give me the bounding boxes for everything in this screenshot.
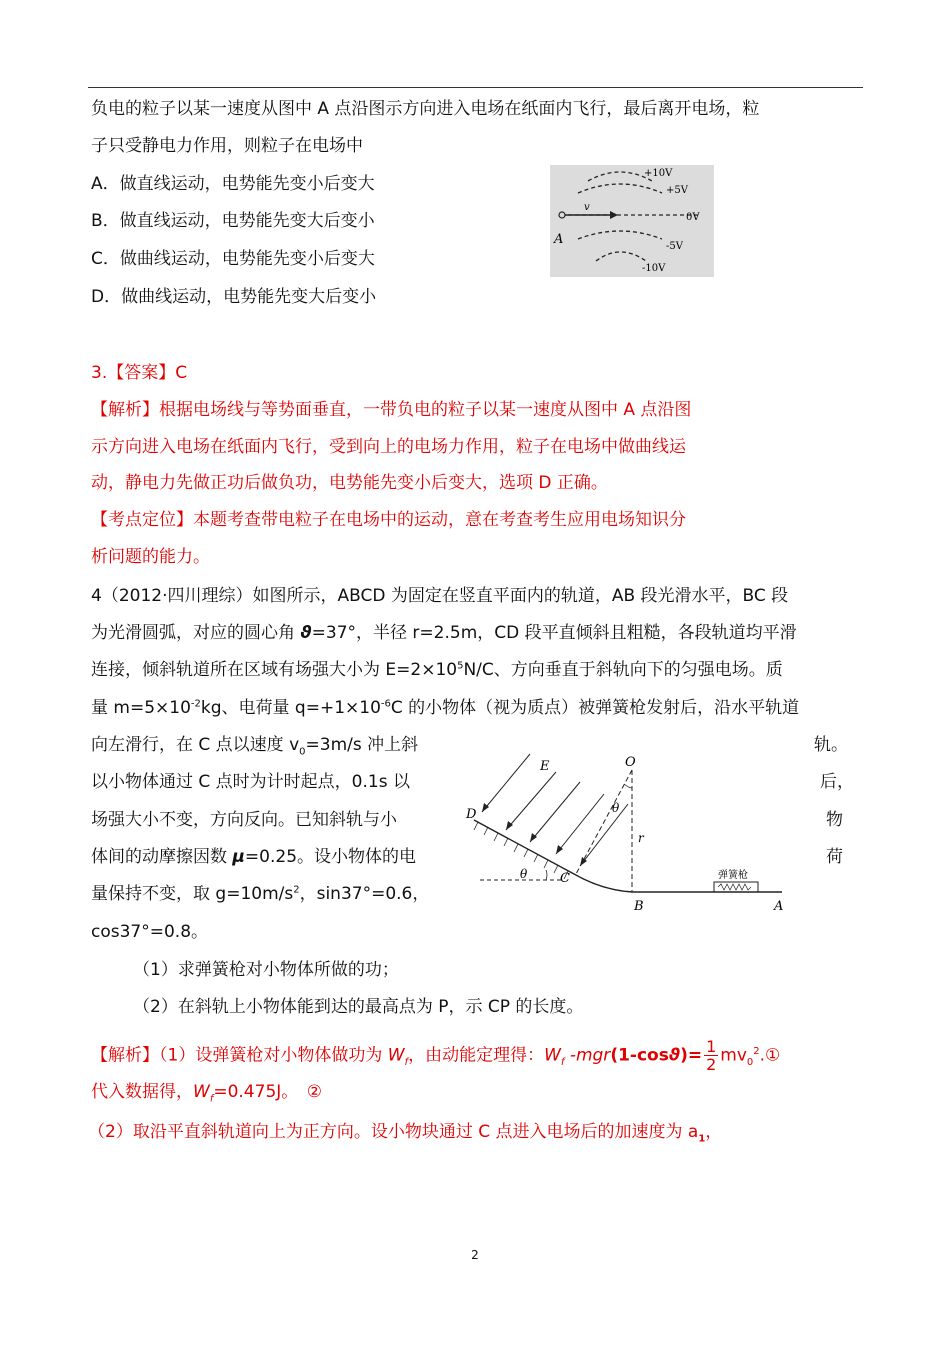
equipotential-svg [550, 165, 714, 277]
fig2-label-b: B [634, 899, 644, 914]
fraction-half: $\frac{1}{2}$ [706, 1037, 717, 1074]
fig2-label-c: C [560, 871, 570, 886]
q4-sub2: （2）在斜轨上小物体能到达的最高点为 P，示 CP 的长度。 [133, 997, 584, 1017]
q4-line6: 以小物体通过 C 点时为计时起点，0.1s 以 [91, 772, 410, 792]
q4-line4: 量 $m=5\times 10^{-2}kg$、电荷量 $q=+1\times 10^{-6}C$ 的小物体（视为质点）被弹簧枪发射后，沿水平轨道 [91, 698, 800, 718]
q4-line7-right: 物 [826, 810, 843, 830]
track-svg [462, 750, 802, 920]
q3-stem-line2: 子只受静电力作用，则粒子在电场中 [91, 136, 363, 156]
q3-option-c: C．做曲线运动，电势能先变小后变大 [91, 249, 375, 269]
fig1-label-0v: 0V [686, 212, 700, 223]
q4-line5: 向左滑行，在 C 点以速度 $v_0=3m/s$ 冲上斜 [91, 735, 419, 758]
fig2-label-theta-top: θ [612, 801, 620, 815]
fig1-label-plus5: +5V [666, 185, 688, 196]
fig1-label-a: A [554, 232, 564, 247]
q4-line6-right: 后， [820, 772, 854, 792]
answer-3: 3.【答案】C [91, 363, 188, 383]
analysis-3-line1: 【解析】根据电场线与等势面垂直，一带负电的粒子以某一速度从图中 A 点沿图 [91, 400, 692, 420]
q3-option-a: A．做直线运动，电势能先变小后变大 [91, 174, 375, 194]
fig2-label-o: O [625, 755, 636, 770]
fig2-label-spring-gun: 弹簧枪 [718, 870, 748, 881]
page-number: 2 [471, 1248, 479, 1262]
q3-option-d: D．做曲线运动，电势能先变大后变小 [91, 287, 377, 307]
fig2-label-e: E [540, 759, 550, 774]
q4-line8-right: 荷 [826, 847, 843, 867]
kaodian-3-line1: 【考点定位】本题考查带电粒子在电场中的运动，意在考查考生应用电场知识分 [91, 510, 686, 530]
solution-line3: （2）取沿平直斜轨道向上为正方向。设小物块通过 C 点进入电场后的加速度为 $a_1$， [88, 1122, 723, 1145]
q3-stem-line1: 负电的粒子以某一速度从图中 A 点沿图示方向进入电场在纸面内飞行，最后离开电场，粒 [91, 99, 760, 119]
fig2-label-r: r [638, 831, 644, 845]
solution-line2: 代入数据得，$W_f=0.475J$。 ② [91, 1082, 323, 1105]
q4-line9: 量保持不变，取 $g=10m/s^2$，sin37°=0.6， [91, 884, 430, 904]
fig1-label-minus10: -10V [642, 263, 666, 274]
q4-line2: 为光滑圆弧，对应的圆心角 ϑ=37°，半径 r=2.5m，CD 段平直倾斜且粗糙，各段轨道均平滑 [91, 623, 797, 643]
header-rule [88, 87, 863, 88]
fig1-label-plus10: +10V [644, 168, 673, 179]
fig2-label-theta-bottom: θ [520, 867, 528, 881]
q4-line8: 体间的动摩擦因数 μ=0.25。设小物体的电 [91, 847, 417, 867]
fig2-label-d: D [466, 807, 477, 822]
analysis-3-line3: 动，静电力先做正功后做负功，电势能先变小后变大，选项 D 正确。 [91, 473, 608, 493]
q4-sub1: （1）求弹簧枪对小物体所做的功； [133, 960, 399, 980]
fig1-label-minus5: -5V [666, 241, 683, 252]
analysis-3-line2: 示方向进入电场在纸面内飞行，受到向上的电场力作用，粒子在电场中做曲线运 [91, 437, 686, 457]
track-figure [462, 750, 802, 920]
q4-line10: cos37°=0.8。 [91, 922, 209, 942]
q4-line7: 场强大小不变，方向反向。已知斜轨与小 [91, 810, 397, 830]
q3-option-b: B．做直线运动，电势能先变大后变小 [91, 211, 375, 231]
kaodian-3-line2: 析问题的能力。 [91, 547, 210, 567]
q4-line1: 4（2012·四川理综）如图所示，ABCD 为固定在竖直平面内的轨道，AB 段光滑水平，BC 段 [91, 586, 789, 606]
equipotential-figure [550, 165, 714, 277]
fig2-label-a: A [774, 899, 784, 914]
solution-line1: 【解析】（1）设弹簧枪对小物体做功为 $W_f$，由动能定理得：$W_f$ -mgr(1-cosϑ)= $\frac{1}{2}$ $mv_0^2.①$ [91, 1037, 781, 1074]
fig1-label-v: v [584, 202, 590, 213]
q4-line3: 连接，倾斜轨道所在区域有场强大小为 $E=2\times 10^5N/C$、方向垂直于斜轨向下的匀强电场。质 [91, 660, 783, 680]
q4-line5-right: 轨。 [814, 735, 848, 755]
